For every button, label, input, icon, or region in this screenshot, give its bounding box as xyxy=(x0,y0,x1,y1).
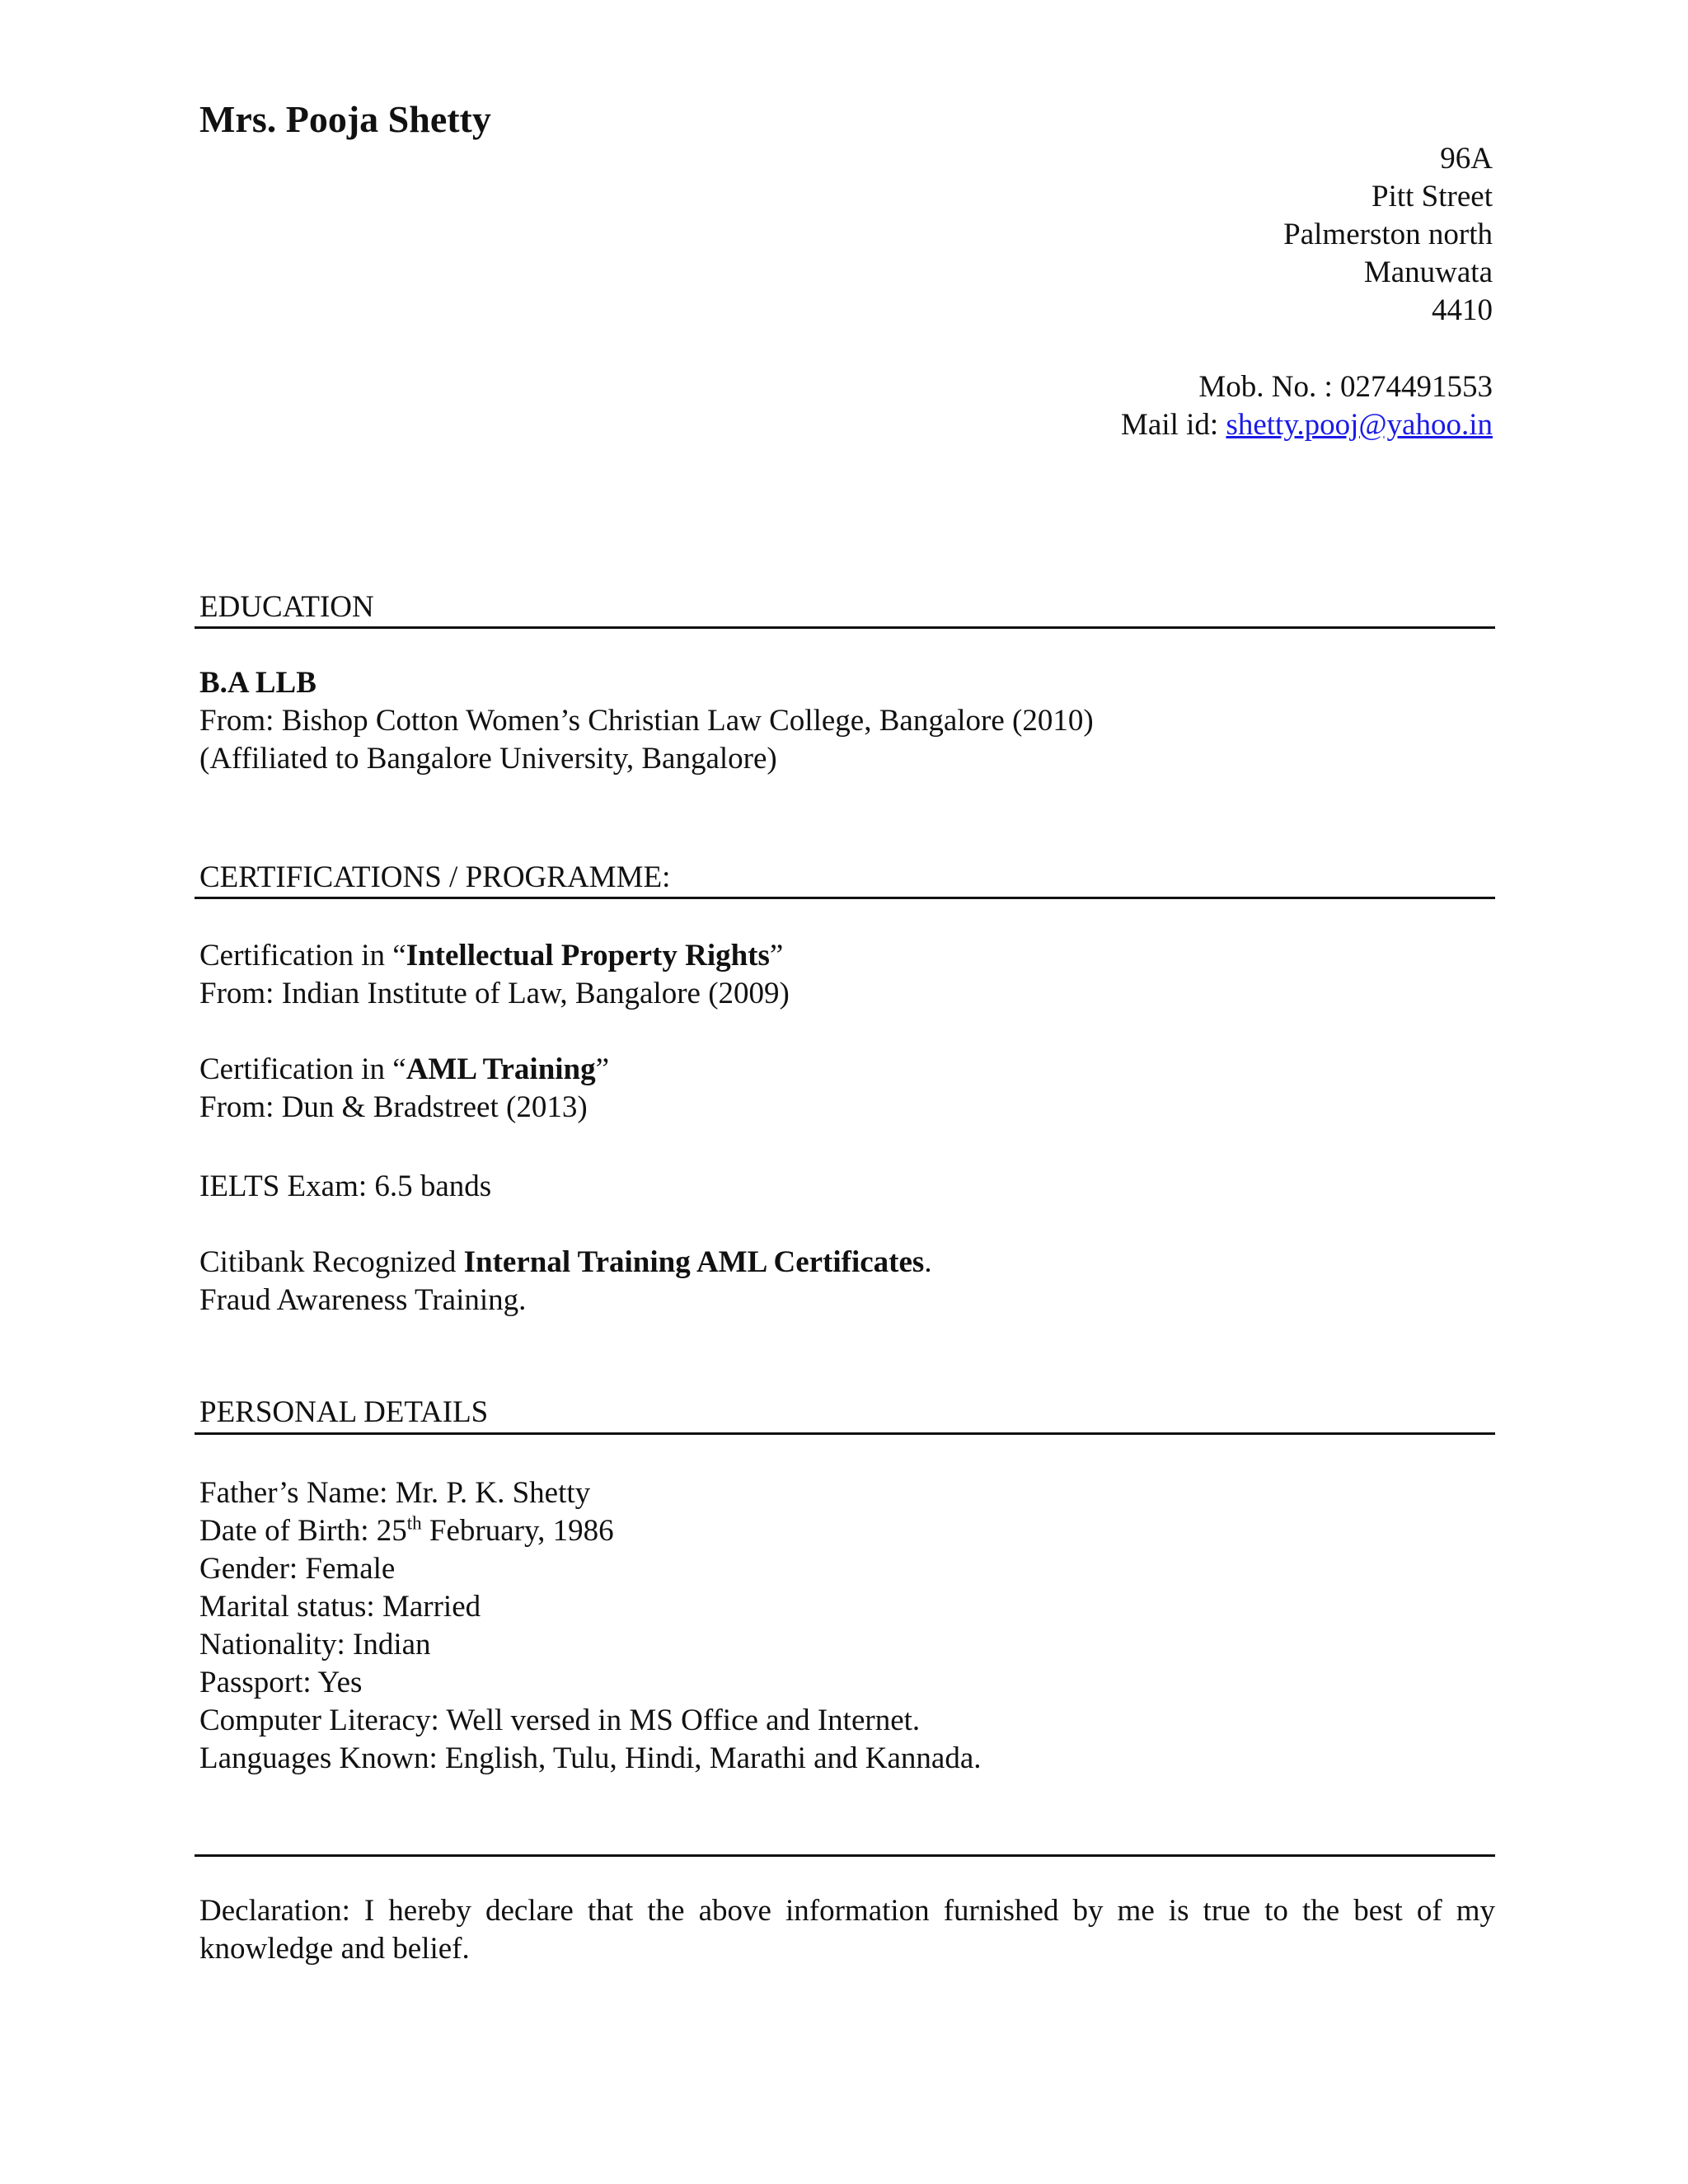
personal-divider xyxy=(195,1432,1495,1435)
certification-from: From: Indian Institute of Law, Bangalore (2009) xyxy=(199,977,790,1010)
date-of-birth: Date of Birth: 25th February, 1986 xyxy=(199,1512,614,1548)
address-line: Pitt Street xyxy=(1372,180,1493,213)
mobile-label: Mob. No. : xyxy=(1198,370,1340,404)
address-line: 96A xyxy=(1440,142,1493,176)
mobile-line xyxy=(1121,368,1493,406)
gender: Gender: Female xyxy=(199,1552,396,1586)
mobile-number: 0274491553 xyxy=(1340,370,1493,404)
address-line: Palmerston north xyxy=(1283,218,1493,251)
college-line: From: Bishop Cotton Women’s Christian Law College, Bangalore (2010) xyxy=(199,704,1094,738)
certification-from: From: Dun & Bradstreet (2013) xyxy=(199,1090,588,1124)
certification-item xyxy=(199,937,790,1013)
languages-known: Languages Known: English, Tulu, Hindi, Marathi and Kannada. xyxy=(199,1741,982,1775)
contact-block xyxy=(1121,368,1493,444)
citibank-line: Citibank Recognized Internal Training AML Certificates. xyxy=(199,1245,932,1279)
certification-title: Certification in “Intellectual Property Rights” xyxy=(199,939,784,972)
citibank-block xyxy=(199,1244,932,1319)
education-heading: EDUCATION xyxy=(199,590,374,624)
address-line: 4410 xyxy=(1432,293,1493,327)
address-block xyxy=(1283,140,1493,330)
mail-line xyxy=(1121,406,1493,444)
fraud-line: Fraud Awareness Training. xyxy=(199,1283,527,1317)
declaration: Declaration: I hereby declare that the above information furnished by me is true to the best of my knowledge and belief. xyxy=(199,1894,1495,1966)
address-line: Manuwata xyxy=(1363,255,1493,289)
ielts-line: IELTS Exam: 6.5 bands xyxy=(199,1169,492,1203)
father-name: Father’s Name: Mr. P. K. Shetty xyxy=(199,1476,591,1510)
passport: Passport: Yes xyxy=(199,1666,363,1699)
certification-title: Certification in “AML Training” xyxy=(199,1052,610,1086)
email-link[interactable]: shetty.pooj@yahoo.in xyxy=(1226,408,1493,442)
education-divider xyxy=(195,626,1495,629)
candidate-name: Mrs. Pooja Shetty xyxy=(199,98,491,140)
personal-details-block xyxy=(199,1474,982,1778)
marital-status: Marital status: Married xyxy=(199,1590,481,1624)
nationality: Nationality: Indian xyxy=(199,1628,431,1661)
declaration-divider xyxy=(195,1854,1495,1857)
computer-literacy: Computer Literacy: Well versed in MS Office and Internet. xyxy=(199,1704,921,1737)
degree: B.A LLB xyxy=(199,666,316,700)
certifications-heading: CERTIFICATIONS / PROGRAMME: xyxy=(199,860,671,894)
certification-item xyxy=(199,1051,609,1127)
certifications-divider xyxy=(195,897,1495,899)
education-block xyxy=(199,664,1094,778)
mail-label: Mail id: xyxy=(1121,408,1226,442)
affiliation-line: (Affiliated to Bangalore University, Bangalore) xyxy=(199,742,777,776)
personal-heading: PERSONAL DETAILS xyxy=(199,1395,489,1429)
